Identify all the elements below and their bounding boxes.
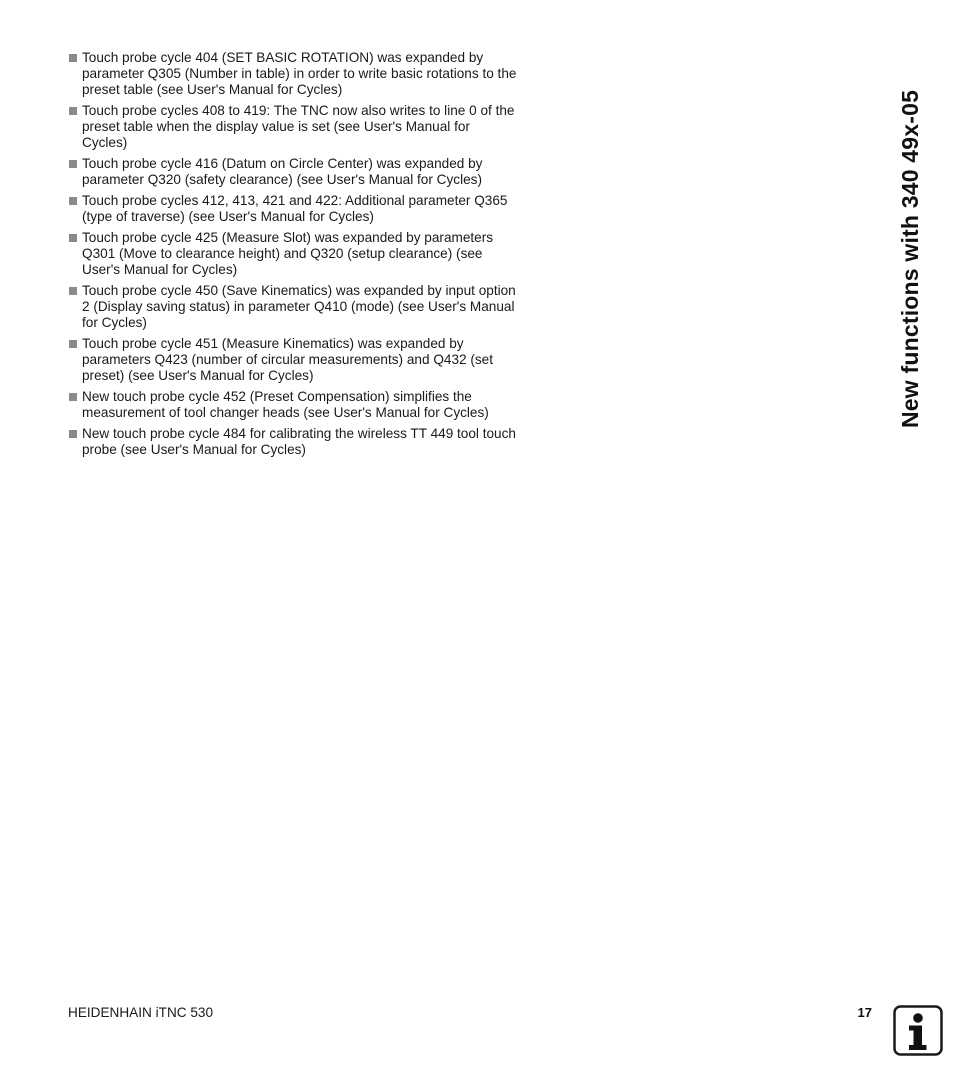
square-bullet-icon: [69, 287, 77, 295]
page-number: 17: [857, 1005, 872, 1020]
square-bullet-icon: [69, 234, 77, 242]
list-item-text: New touch probe cycle 484 for calibrating the wireless TT 449 tool touch probe (see User's Manual for Cycles): [82, 426, 516, 457]
list-item-text: Touch probe cycle 416 (Datum on Circle Center) was expanded by parameter Q320 (safety clearance) (see User's Manual for Cycles): [82, 156, 483, 187]
list-item: [68, 193, 518, 225]
list-item-text: Touch probe cycle 450 (Save Kinematics) was expanded by input option 2 (Display saving status) in parameter Q410 (mode) (see User's Manual for Cycles): [82, 283, 516, 330]
list-item-text: Touch probe cycle 425 (Measure Slot) was expanded by parameters Q301 (Move to clearance height) and Q320 (setup clearance) (see User's Manual for Cycles): [82, 230, 494, 277]
square-bullet-icon: [69, 54, 77, 62]
list-item: [68, 50, 518, 98]
square-bullet-icon: [69, 197, 77, 205]
list-item: [68, 336, 518, 384]
square-bullet-icon: [69, 430, 77, 438]
main-content: [68, 50, 518, 463]
square-bullet-icon: [69, 107, 77, 115]
footer-product-name: HEIDENHAIN iTNC 530: [68, 1005, 214, 1020]
list-item: [68, 230, 518, 278]
square-bullet-icon: [69, 160, 77, 168]
list-item: [68, 426, 518, 458]
section-title: New functions with 340 49x-05: [897, 89, 923, 428]
info-icon: [893, 1005, 943, 1056]
list-item-text: Touch probe cycles 412, 413, 421 and 422: Additional parameter Q365 (type of traverse) (see User's Manual for Cycles): [82, 193, 508, 224]
list-item: [68, 103, 518, 151]
list-item-text: Touch probe cycles 408 to 419: The TNC now also writes to line 0 of the preset table when the display value is set (see User's Manual for Cycles): [82, 103, 515, 150]
list-item-text: New touch probe cycle 452 (Preset Compensation) simplifies the measurement of tool changer heads (see User's Manual for Cycles): [82, 389, 489, 420]
list-item-text: Touch probe cycle 451 (Measure Kinematics) was expanded by parameters Q423 (number of circular measurements) and Q432 (set preset) (see User's Manual for Cycles): [82, 336, 494, 383]
list-item: [68, 156, 518, 188]
square-bullet-icon: [69, 393, 77, 401]
list-item: [68, 389, 518, 421]
feature-list: [68, 50, 518, 458]
list-item-text: Touch probe cycle 404 (SET BASIC ROTATION) was expanded by parameter Q305 (Number in table) in order to write basic rotations to the preset table (see User's Manual for Cycles): [82, 50, 517, 97]
list-item: [68, 283, 518, 331]
square-bullet-icon: [69, 340, 77, 348]
